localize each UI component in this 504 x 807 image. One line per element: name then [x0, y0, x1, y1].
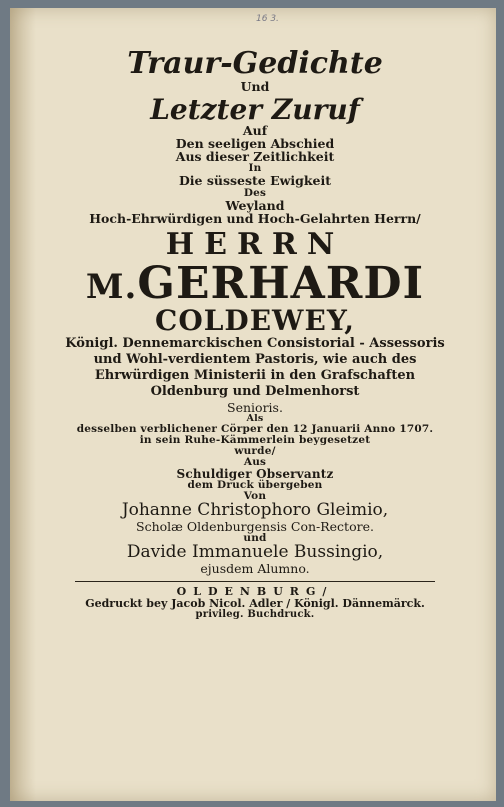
schuldiger-observantz: Schuldiger Observantz [176, 466, 334, 481]
imprint-rule [75, 581, 435, 582]
author-1-title: Scholæ Oldenburgensis Con-Rectore. [136, 519, 374, 535]
imprint-privileg: privileg. Buchdruck. [195, 608, 315, 620]
name-prefix: M. [85, 267, 138, 308]
handwritten-inscription: 16 3. [256, 14, 279, 24]
line-hochehrwuerdig: Hoch-Ehrwürdigen und Hoch-Gelahrten Herrn/ [89, 210, 421, 226]
title-page-text [50, 48, 460, 620]
name-first: GERHARDI [137, 258, 425, 310]
title-page [10, 8, 496, 801]
connector-und-2: und [243, 532, 267, 545]
description-line-2: und Wohl-verdientem Pastoris, wie auch des [93, 351, 417, 367]
connector-als: Als [246, 412, 264, 424]
description-line-1: Königl. Dennemarckischen Consistorial - Assessoris [65, 335, 445, 351]
connector-des: Des [243, 186, 267, 199]
senioris: Senioris. [227, 399, 283, 415]
burial-line-3: wurde/ [234, 444, 276, 457]
line-weyland: Weyland [225, 197, 285, 213]
connector-von: Von [243, 490, 267, 503]
druck-uebergeben: dem Druck übergeben [187, 479, 323, 492]
author-1-name: Johanne Christophoro Gleimio, [121, 500, 389, 521]
name-last: COLDEWEY, [155, 304, 355, 338]
main-title: Traur-Gedichte [127, 46, 383, 81]
description-line-4: Oldenburg und Delmenhorst [150, 384, 360, 400]
name-first-line [50, 258, 460, 310]
line-abschied: Den seeligen Abschied [175, 136, 335, 152]
connector-auf: Auf [242, 123, 268, 139]
second-title: Letzter Zuruf [150, 92, 360, 126]
herrn-heading: HERRN [165, 226, 345, 262]
line-zeitlichkeit: Aus dieser Zeitlichkeit [175, 149, 335, 165]
burial-line-2: in sein Ruhe-Kämmerlein beygesetzet [139, 433, 371, 446]
author-2-title: ejusdem Alumno. [200, 561, 310, 577]
connector-aus: Aus [243, 455, 267, 468]
imprint-city: OLDENBURG/ [176, 585, 334, 599]
line-ewigkeit: Die süsseste Ewigkeit [178, 173, 332, 189]
connector-in: In [248, 162, 262, 175]
author-2-name: Davide Immanuele Bussingio, [126, 542, 384, 563]
burial-line-1: desselben verblichener Cörper den 12 Januarii Anno 1707. [76, 422, 434, 435]
connector-und: Und [240, 78, 270, 94]
description-line-3: Ehrwürdigen Ministerii in den Grafschaften [94, 368, 416, 384]
imprint-printer: Gedruckt bey Jacob Nicol. Adler / Königl. Dännemärck. [85, 596, 425, 610]
